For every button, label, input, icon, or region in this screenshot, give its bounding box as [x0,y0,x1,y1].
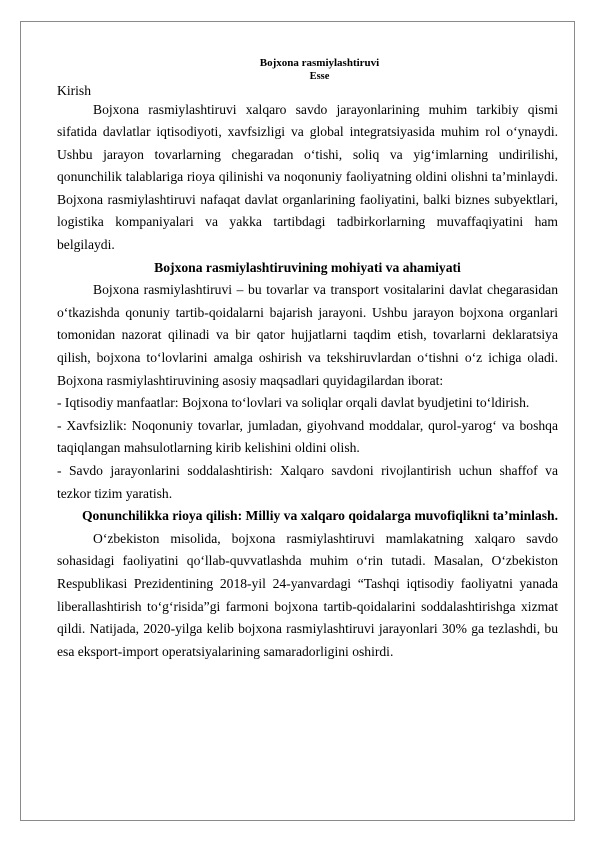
section-heading-compliance: Qonunchilikka rioya qilish: Milliy va xalqaro qoidalarga muvofiqlikni ta’minlash. [81,508,558,524]
list-item: - Iqtisodiy manfaatlar: Bojxona to‘lovlari va soliqlar orqali davlat byudjetini to‘ldirish. [57,395,530,411]
document-subtitle: Esse [309,70,330,82]
section-heading-essence: Bojxona rasmiylashtiruvining mohiyati va ahamiyati [154,259,461,275]
list-item: - Xavfsizlik: Noqonuniy tovarlar, jumladan, giyohvand moddalar, qurol-yarog‘ va boshqa taqiqlangan mahsulotlarning kirib kelishini oldini olish. [57,417,558,456]
section-compliance-paragraph: O‘zbekiston misolida, bojxona rasmiylashtiruvi mamlakatning xalqaro savdo sohasidagi faoliyatini qo‘llab-quvvatlashda muhim o‘rin tutadi. Masalan, O‘zbekiston Respublikasi Prezidentining 2018-yil 24-yanvardagi “Tashqi iqtisodiy faoliyatni yanada liberallashtirish to‘g‘risida”gi farmoni bojxona tartib-qoidalarini soddalashtirishga xizmat qildi. Natijada, 2020-yilga kelib bojxona rasmiylashtiruvi jarayonlari 30% ga tezlashdi, bu esa eksport-import operatsiyalarining samaradorligini oshirdi. [57,530,558,659]
document-title: Bojxona rasmiylashtiruvi [259,57,380,69]
list-item: - Savdo jarayonlarini soddalashtirish: Xalqaro savdoni rivojlantirish uchun shaffof va tezkor tizim yaratish. [57,463,558,501]
section-essence-paragraph: Bojxona rasmiylashtiruvi – bu tovarlar va transport vositalarini davlat chegarasidan o‘tkazishda qonuniy tartib-qoidalarni bajarish jarayoni. Ushbu jarayon bojxona organlari tomonidan nazorat qilinadi va bir qator hujjatlarni taqdim etish, tovarlarni deklaratsiya qilish, bojxona to‘lovlarini amalga oshirish va tekshiruvlardan o‘tishni o‘z ichiga oladi. Bojxona rasmiylashtiruvining asosiy maqsadlari quyidagilardan iborat: [57,282,558,388]
intro-heading: Kirish [57,82,91,98]
document-body [57,57,558,663]
intro-paragraph: Bojxona rasmiylashtiruvi xalqaro savdo jarayonlarining muhim tarkibiy qismi sifatida davlatlar iqtisodiyoti, xavfsizligi va global integratsiyasida muhim rol o‘ynaydi. Ushbu jarayon tovarlarning chegaradan o‘tishi, soliq va yig‘imlarning undirilishi, qonunchilik talablariga rioya qilinishi va noqonuniy faoliyatning oldini olishni ta’minlaydi. Bojxona rasmiylashtiruvi nafaqat davlat organlarining faoliyatini, balki biznes subyektlari, logistika kompaniyalari va yakka tartibdagi tadbirkorlarning muvaffaqiyatini ham belgilaydi. [57,101,558,253]
